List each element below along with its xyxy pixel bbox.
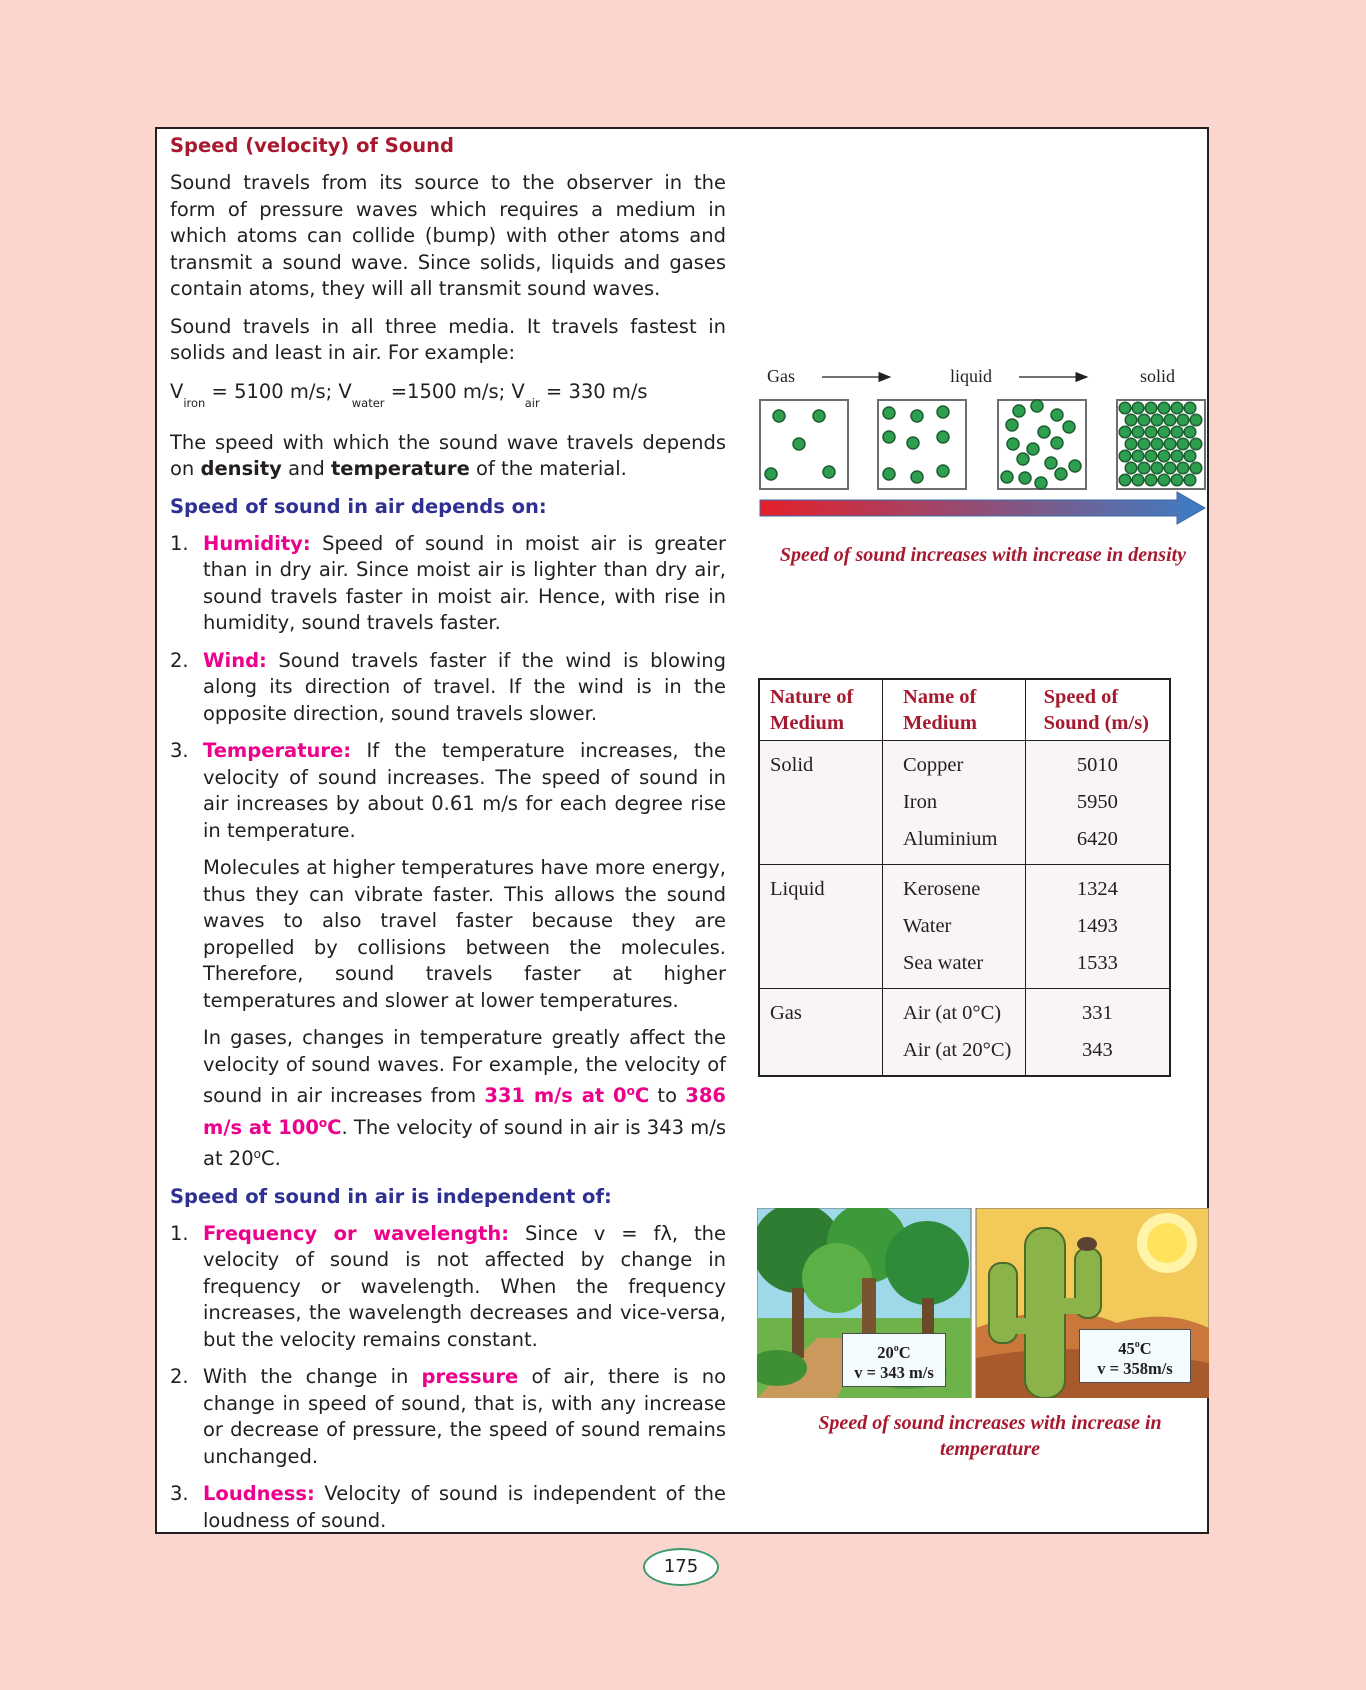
cell-medium: Iron xyxy=(882,784,1025,821)
wind-label: Wind: xyxy=(203,648,267,672)
humidity-label: Humidity: xyxy=(203,531,311,555)
p3-temperature: temperature xyxy=(330,457,470,480)
formula-water-sub: water xyxy=(351,395,385,410)
particle xyxy=(1013,405,1025,417)
list-item-wind xyxy=(170,648,726,728)
independent-heading: Speed of sound in air is independent of: xyxy=(170,1184,612,1208)
hl1-unit: C xyxy=(634,1084,650,1107)
density-gradient-arrow xyxy=(760,492,1205,524)
cell-medium: Kerosene xyxy=(882,865,1025,909)
particle xyxy=(911,471,923,483)
speed-table xyxy=(758,678,1171,1077)
header-nature: Nature of Medium xyxy=(759,679,882,741)
p3-pre: The speed with which the sound wave travels depends on xyxy=(170,430,726,480)
particle xyxy=(1027,443,1039,455)
particle xyxy=(1158,402,1170,414)
left-temp-unit: C xyxy=(898,1343,911,1362)
cell-speed: 1533 xyxy=(1025,945,1170,989)
left-temperature-tag xyxy=(842,1333,946,1387)
particle xyxy=(1019,472,1031,484)
cell-speed: 5010 xyxy=(1025,741,1170,785)
particle xyxy=(1158,426,1170,438)
formula-air-sub: air xyxy=(524,395,540,410)
particle xyxy=(1184,450,1196,462)
particle xyxy=(1164,414,1176,426)
cell-speed: 1493 xyxy=(1025,908,1170,945)
particle xyxy=(1190,414,1202,426)
right-speed: v = 358m/s xyxy=(1097,1359,1173,1378)
table-row xyxy=(759,989,1170,1033)
cell-nature: Solid xyxy=(759,741,882,865)
sub2-end: C. xyxy=(260,1147,281,1170)
density-figure xyxy=(757,359,1209,566)
temperature-label: Temperature: xyxy=(203,739,352,762)
table-row xyxy=(759,741,1170,785)
table-row xyxy=(759,865,1170,909)
particle xyxy=(1017,453,1029,465)
pressure-label: pressure xyxy=(421,1365,519,1388)
particle xyxy=(1006,419,1018,431)
particle xyxy=(1184,402,1196,414)
list-item-pressure xyxy=(170,1364,726,1470)
particle xyxy=(1119,426,1131,438)
bird-icon xyxy=(1077,1237,1097,1251)
label-gas: Gas xyxy=(767,366,795,386)
temperature-sub-paragraph-1: Molecules at higher temperatures have more energy, thus they can vibrate faster. This allows the sound waves to also travel faster because they are propelled by collisions between the molecules. Therefore, sound travels faster at higher temperatures and slower at lower temperatures. xyxy=(203,856,726,1012)
particle xyxy=(1177,414,1189,426)
frequency-text: Since v = fλ, the velocity of sound is not affected by change in frequency or wavelength. When the frequency increases, the wavelength decreases and vice-versa, but the velocity remains constant. xyxy=(203,1221,726,1351)
particle xyxy=(1158,474,1170,486)
label-liquid: liquid xyxy=(950,366,993,386)
particle xyxy=(1138,414,1150,426)
left-temp-value: 20 xyxy=(877,1343,894,1362)
particle xyxy=(1119,402,1131,414)
intro-paragraph-2: Sound travels in all three media. It travels fastest in solids and least in air. For example: xyxy=(170,314,726,364)
intro-paragraph-1: Sound travels from its source to the observer in the form of pressure waves which requires a medium in which atoms can collide (bump) with other atoms and transmit a sound wave. Since solids, liquids and gases contain atoms, they will all transmit sound waves. xyxy=(170,171,726,300)
depends-list xyxy=(170,531,726,1173)
degree-symbol: o xyxy=(893,1343,899,1354)
section-heading: Speed (velocity) of Sound xyxy=(170,134,454,157)
right-temp-unit: C xyxy=(1139,1339,1152,1358)
right-temp-line xyxy=(1080,1335,1190,1359)
formula-air-value: = 330 m/s xyxy=(545,379,648,403)
sub2-pre: In gases, changes in temperature greatly affect the velocity of sound waves. For example, the velocity of sound in air increases from xyxy=(203,1026,726,1107)
particle xyxy=(883,468,895,480)
particle xyxy=(1158,450,1170,462)
particle xyxy=(1125,438,1137,450)
particle xyxy=(907,437,919,449)
formula-v-iron: V xyxy=(170,379,184,403)
particle xyxy=(1190,462,1202,474)
cell-nature: Liquid xyxy=(759,865,882,989)
particle xyxy=(1051,437,1063,449)
particle xyxy=(773,410,785,422)
pressure-text: of air, there is no change in speed of sound, that is, with any increase or decrease of pressure, the speed of sound remains unchanged. xyxy=(203,1365,726,1468)
particle xyxy=(1138,462,1150,474)
left-speed: v = 343 m/s xyxy=(854,1363,934,1382)
particle xyxy=(1171,426,1183,438)
particle xyxy=(1007,438,1019,450)
highlight-331 xyxy=(484,1084,649,1107)
particle xyxy=(937,465,949,477)
degree-symbol: o xyxy=(253,1147,261,1161)
cell-medium: Air (at 0°C) xyxy=(882,989,1025,1033)
item-number: 2. xyxy=(170,648,189,672)
particle xyxy=(1177,438,1189,450)
item-number: 3. xyxy=(170,739,189,762)
degree-symbol: o xyxy=(318,1115,328,1130)
particle xyxy=(1184,474,1196,486)
temperature-text: If the temperature increases, the velocity of sound increases. The speed of sound in air increases by about 0.61 m/s for each degree rise in temperature. xyxy=(203,739,726,842)
sub2-mid: to xyxy=(649,1084,686,1107)
particle xyxy=(883,431,895,443)
header-speed: Speed of Sound (m/s) xyxy=(1025,679,1170,741)
particle xyxy=(937,431,949,443)
particle xyxy=(1171,450,1183,462)
independent-list xyxy=(170,1221,726,1535)
hl2-unit: C xyxy=(327,1115,342,1139)
particle xyxy=(1001,471,1013,483)
particle xyxy=(1119,450,1131,462)
cell-nature: Gas xyxy=(759,989,882,1077)
particle xyxy=(1164,438,1176,450)
header-name: Name of Medium xyxy=(882,679,1025,741)
cell-medium: Sea water xyxy=(882,945,1025,989)
left-temp-line xyxy=(843,1339,945,1363)
particle xyxy=(1132,474,1144,486)
cell-speed: 343 xyxy=(1025,1032,1170,1076)
particle xyxy=(883,407,895,419)
particle xyxy=(1145,426,1157,438)
table-header-row xyxy=(759,679,1170,741)
particle xyxy=(1132,402,1144,414)
particle xyxy=(1132,426,1144,438)
particle xyxy=(813,410,825,422)
density-diagram xyxy=(757,359,1209,539)
particle xyxy=(1145,474,1157,486)
particle xyxy=(1055,468,1067,480)
cell-speed: 1324 xyxy=(1025,865,1170,909)
particle xyxy=(1190,438,1202,450)
temperature-caption: Speed of sound increases with increase in temperature xyxy=(818,1412,1162,1460)
temperature-figure xyxy=(757,1208,1209,1508)
particle xyxy=(1138,438,1150,450)
loudness-text: Velocity of sound is independent of the loudness of sound. xyxy=(203,1482,726,1532)
particle xyxy=(1125,462,1137,474)
particle xyxy=(1151,414,1163,426)
list-item-temperature xyxy=(170,738,726,1173)
particle xyxy=(1171,474,1183,486)
pressure-pre: With the change in xyxy=(203,1365,422,1388)
item-number: 1. xyxy=(170,1221,189,1245)
particle xyxy=(1031,400,1043,412)
particle xyxy=(765,468,777,480)
density-temperature-paragraph xyxy=(170,430,726,483)
loudness-label: Loudness: xyxy=(203,1482,315,1505)
particle xyxy=(1045,457,1057,469)
formula-water-value: =1500 m/s; V xyxy=(390,379,525,403)
depends-heading: Speed of sound in air depends on: xyxy=(170,494,547,518)
particle xyxy=(1125,414,1137,426)
formula-iron-sub: iron xyxy=(183,395,206,410)
p3-density: density xyxy=(200,457,282,480)
formula-iron-value: = 5100 m/s; V xyxy=(211,379,352,403)
cell-medium: Copper xyxy=(882,741,1025,785)
frequency-label: Frequency or wavelength: xyxy=(203,1221,510,1245)
hl2-text: 386 m/s at 100 xyxy=(203,1084,726,1139)
list-item-frequency xyxy=(170,1221,726,1354)
speed-table-wrap xyxy=(758,678,1171,1077)
p3-post: of the material. xyxy=(469,457,627,480)
sub2-post: . The velocity of sound in air is 343 m/s at 20 xyxy=(203,1115,726,1170)
item-number: 2. xyxy=(170,1365,189,1388)
particle xyxy=(1145,450,1157,462)
cell-medium: Aluminium xyxy=(882,821,1025,865)
particle xyxy=(1184,426,1196,438)
particle xyxy=(1145,402,1157,414)
particle xyxy=(1164,462,1176,474)
cell-speed: 331 xyxy=(1025,989,1170,1033)
particle xyxy=(1171,402,1183,414)
particle xyxy=(937,406,949,418)
particle xyxy=(1132,450,1144,462)
degree-symbol: o xyxy=(626,1084,635,1098)
particle xyxy=(1063,421,1075,433)
list-item-humidity xyxy=(170,531,726,637)
right-temperature-tag xyxy=(1079,1329,1191,1383)
temperature-sub-paragraph-2 xyxy=(203,1025,726,1173)
humidity-text: Speed of sound in moist air is greater than in dry air. Since moist air is lighter than dry air, sound travels faster in moist air. Hence, with rise in humidity, sound travels faster. xyxy=(203,531,726,634)
page-frame xyxy=(155,127,1209,1534)
particle xyxy=(1151,438,1163,450)
cell-medium: Water xyxy=(882,908,1025,945)
density-caption: Speed of sound increases with increase in density xyxy=(779,544,1187,566)
speed-formula xyxy=(170,379,726,416)
left-column xyxy=(170,133,726,1545)
label-solid: solid xyxy=(1140,366,1176,386)
p3-mid: and xyxy=(281,457,331,480)
particle xyxy=(1151,462,1163,474)
particle xyxy=(1051,409,1063,421)
wind-text: Sound travels faster if the wind is blowing along its direction of travel. If the wind is in the opposite direction, sound travels slower. xyxy=(203,648,726,725)
page-number: 175 xyxy=(643,1548,719,1586)
particle xyxy=(823,466,835,478)
degree-symbol: o xyxy=(1134,1339,1140,1350)
particle xyxy=(1177,462,1189,474)
list-item-loudness xyxy=(170,1481,726,1534)
particle xyxy=(1069,460,1081,472)
particle xyxy=(1038,426,1050,438)
particle xyxy=(793,438,805,450)
hl1-text: 331 m/s at 0 xyxy=(484,1084,627,1107)
particle xyxy=(1035,477,1047,489)
item-number: 1. xyxy=(170,531,189,555)
cell-medium: Air (at 20°C) xyxy=(882,1032,1025,1076)
right-temp-value: 45 xyxy=(1118,1339,1135,1358)
cell-speed: 6420 xyxy=(1025,821,1170,865)
item-number: 3. xyxy=(170,1482,189,1505)
particle xyxy=(911,410,923,422)
cell-speed: 5950 xyxy=(1025,784,1170,821)
particle xyxy=(1119,474,1131,486)
